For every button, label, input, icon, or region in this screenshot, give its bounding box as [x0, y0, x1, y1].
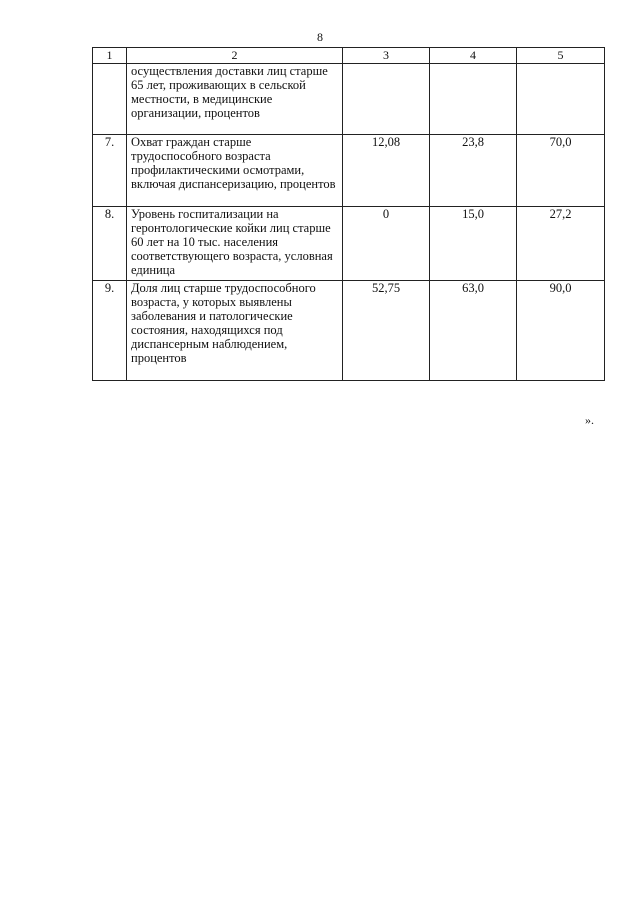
value-col-4: 15,0 [430, 207, 517, 281]
value-col-5: 70,0 [517, 135, 605, 207]
value-col-4: 23,8 [430, 135, 517, 207]
table-row [93, 64, 605, 135]
value-col-3: 12,08 [343, 135, 430, 207]
column-header-1: 1 [93, 48, 127, 64]
row-number: 7. [93, 135, 127, 207]
column-header-4: 4 [430, 48, 517, 64]
indicators-table [92, 47, 605, 381]
column-header-2: 2 [127, 48, 343, 64]
row-number [93, 64, 127, 135]
table-row [93, 207, 605, 281]
table-row [93, 281, 605, 381]
indicator-name: осуществления доставки лиц старше 65 лет, проживающих в сельской местности, в медицинские организации, процентов [127, 64, 343, 135]
indicator-name: Доля лиц старше трудоспособного возраста, у которых выявлены заболевания и патологические состояния, находящихся под диспансерным наблюдением, процентов [127, 281, 343, 381]
closing-quote-mark: ». [585, 413, 594, 427]
column-header-3: 3 [343, 48, 430, 64]
indicator-name: Уровень госпитализации на геронтологические койки лиц старше 60 лет на 10 тыс. населения соответствующего возраста, условная единица [127, 207, 343, 281]
column-header-5: 5 [517, 48, 605, 64]
value-col-5: 27,2 [517, 207, 605, 281]
value-col-3 [343, 64, 430, 135]
row-number: 9. [93, 281, 127, 381]
table-header-row [93, 48, 605, 64]
row-number: 8. [93, 207, 127, 281]
value-col-3: 52,75 [343, 281, 430, 381]
page-number: 8 [317, 30, 323, 44]
value-col-3: 0 [343, 207, 430, 281]
value-col-5 [517, 64, 605, 135]
value-col-4: 63,0 [430, 281, 517, 381]
indicator-name: Охват граждан старше трудоспособного возраста профилактическими осмотрами, включая диспансеризацию, процентов [127, 135, 343, 207]
value-col-5: 90,0 [517, 281, 605, 381]
table-row [93, 135, 605, 207]
value-col-4 [430, 64, 517, 135]
